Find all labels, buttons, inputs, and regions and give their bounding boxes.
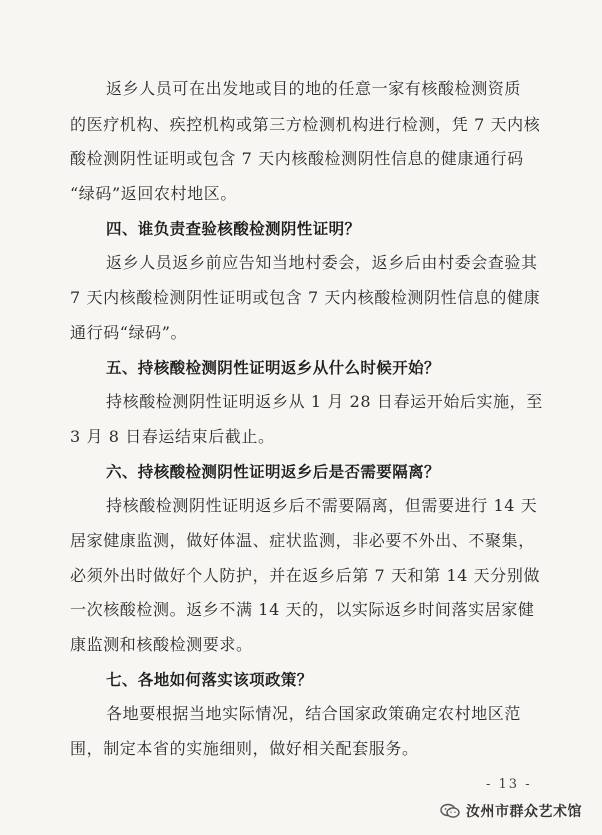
page-number: - 13 -	[486, 777, 532, 792]
para3-line-1: 持核酸检测阴性证明返乡从 1 月 28 日春运开始后实施，至	[106, 392, 543, 411]
para5-line-2: 围，制定本省的实施细则，做好相关配套服务。	[70, 739, 419, 758]
para4-line-5: 康监测和核酸检测要求。	[70, 635, 253, 654]
para3-line-2: 3 月 8 日春运结束后截止。	[70, 427, 275, 446]
para1-line-4: “绿码”返回农村地区。	[70, 184, 237, 203]
para4-line-4: 一次核酸检测。返乡不满 14 天的，以实际返乡时间落实居家健	[70, 600, 535, 619]
para2-line-1: 返乡人员返乡前应告知当地村委会，返乡后由村委会查验其	[106, 253, 538, 272]
para2-line-2: 7 天内核酸检测阴性证明或包含 7 天内核酸检测阴性信息的健康	[70, 288, 541, 307]
para4-line-3: 必须外出时做好个人防护，并在返乡后第 7 天和第 14 天分别做	[70, 566, 541, 585]
section-heading-6: 六、持核酸检测阴性证明返乡后是否需要隔离？	[106, 463, 440, 481]
watermark	[440, 800, 582, 822]
para5-line-1: 各地要根据当地实际情况，结合国家政策确定农村地区范	[106, 704, 522, 723]
para1-line-2: 的医疗机构、疾控机构或第三方检测机构进行检测，凭 7 天内核	[70, 115, 541, 134]
watermark-text: 汝州市群众艺术馆	[466, 804, 582, 820]
para1-line-1: 返乡人员可在出发地或目的地的任意一家有核酸检测资质	[106, 79, 522, 98]
para4-line-2: 居家健康监测，做好体温、症状监测，非必要不外出、不聚集，	[70, 531, 535, 550]
section-heading-5: 五、持核酸检测阴性证明返乡从什么时候开始？	[106, 359, 440, 377]
section-heading-7: 七、各地如何落实该项政策？	[106, 671, 313, 689]
para1-line-3: 酸检测阴性证明或包含 7 天内核酸检测阴性信息的健康通行码	[70, 149, 524, 168]
para4-line-1: 持核酸检测阴性证明返乡后不需要隔离，但需要进行 14 天	[106, 496, 538, 515]
para2-line-3: 通行码“绿码”。	[70, 323, 188, 342]
wechat-icon	[440, 803, 460, 819]
section-heading-4: 四、谁负责查验核酸检测阴性证明？	[106, 220, 361, 238]
